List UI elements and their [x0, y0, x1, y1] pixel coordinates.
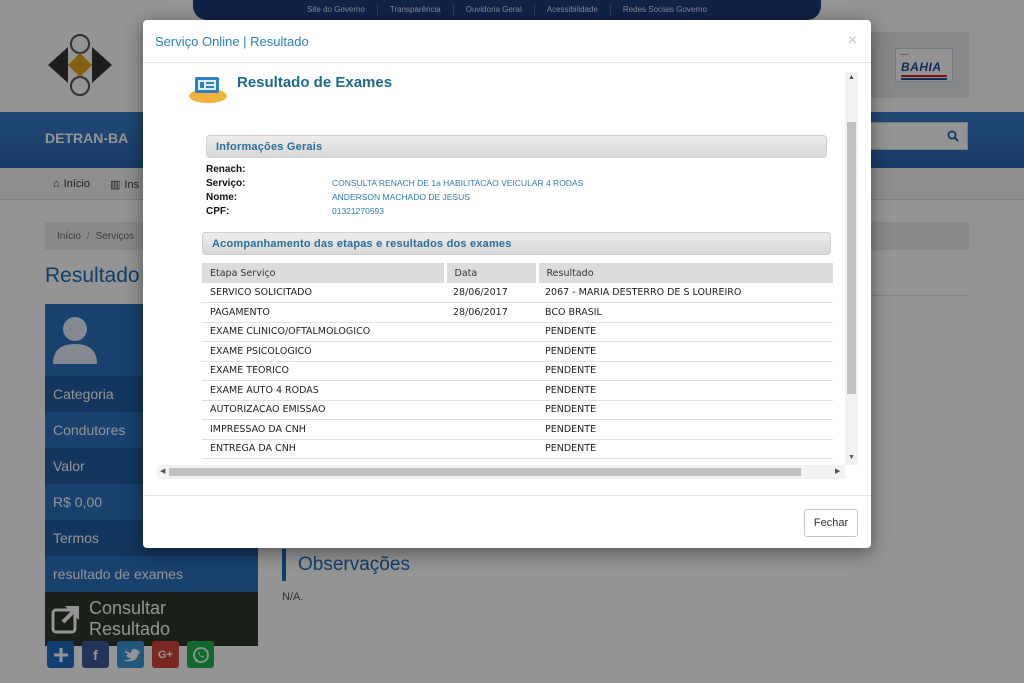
- modal-title: Serviço Online | Resultado: [155, 34, 309, 49]
- date-cell: 28/06/2017: [445, 283, 537, 303]
- table-row: [202, 400, 833, 420]
- modal-header: [143, 20, 871, 63]
- renach-label: Renach:: [206, 164, 246, 175]
- column-header-step: Etapa Serviço: [202, 263, 445, 283]
- google-plus-icon[interactable]: G+: [152, 641, 179, 668]
- site-brand[interactable]: DETRAN-BA: [45, 130, 129, 146]
- bahia-logo-mark: ▪▪▪▪▪: [900, 52, 909, 58]
- close-button[interactable]: Fechar: [804, 509, 858, 537]
- step-cell: EXAME CLINICO/OFTALMOLOGICO: [202, 322, 445, 342]
- modal-body: [157, 72, 859, 480]
- result-cell: PENDENTE: [537, 322, 833, 342]
- step-cell: EXAME AUTO 4 RODAS: [202, 381, 445, 401]
- step-cell: AUTORIZACAO EMISSAO: [202, 400, 445, 420]
- date-cell: [445, 342, 537, 362]
- step-cell: PAGAMENTO: [202, 303, 445, 323]
- gov-link-transparencia[interactable]: Transparência: [378, 4, 454, 16]
- modal-footer: [143, 495, 871, 548]
- scroll-up-arrow-icon[interactable]: ▲: [848, 74, 855, 81]
- exam-result-icon: [188, 74, 228, 104]
- gov-link-ouvidoria[interactable]: Ouvidoria Geral: [454, 4, 535, 16]
- horizontal-scroll-thumb[interactable]: [169, 468, 801, 476]
- result-modal: [143, 20, 871, 548]
- column-header-date: Data: [445, 263, 537, 283]
- category-label: Categoria: [45, 376, 258, 412]
- date-cell: 28/06/2017: [445, 303, 537, 323]
- results-title: Resultado de Exames: [237, 74, 393, 91]
- table-row: [202, 322, 833, 342]
- terms-value: resultado de exames: [45, 556, 258, 592]
- breadcrumb-separator: /: [86, 231, 90, 242]
- cpf-value: 01321270593: [332, 206, 385, 216]
- step-cell: SERVICO SOLICITADO: [202, 283, 445, 303]
- gov-link-acessibilidade[interactable]: Acessibilidade: [535, 4, 611, 16]
- facebook-icon[interactable]: f: [82, 641, 109, 668]
- general-info-heading: Informações Gerais: [206, 135, 827, 158]
- name-row: [206, 192, 470, 203]
- cpf-row: [206, 206, 384, 217]
- close-icon[interactable]: ×: [847, 32, 857, 49]
- gov-link-site[interactable]: Site do Governo: [295, 4, 378, 16]
- building-icon: ▥: [110, 179, 121, 191]
- observations-heading: Observações: [282, 549, 410, 581]
- result-cell: PENDENTE: [537, 361, 833, 381]
- table-row: [202, 361, 833, 381]
- tracking-heading: Acompanhamento das etapas e resultados dos exames: [202, 232, 831, 255]
- result-cell: 2067 - MARIA DESTERRO DE S LOUREIRO: [537, 283, 833, 303]
- date-cell: [445, 439, 537, 459]
- result-cell: PENDENTE: [537, 439, 833, 459]
- step-cell: ENTREGA DA CNH: [202, 439, 445, 459]
- value-value: R$ 0,00: [45, 484, 258, 520]
- table-row: [202, 303, 833, 323]
- date-cell: [445, 420, 537, 440]
- page-title: Resultado: [45, 264, 140, 287]
- menu-item-label: Início: [63, 178, 90, 190]
- service-value: CONSULTA RENACH DE 1a HABILITACAO VEICULAR 4 RODAS: [332, 178, 584, 188]
- vertical-scroll-thumb[interactable]: [847, 122, 856, 394]
- cpf-label: CPF:: [206, 206, 230, 217]
- table-row: [202, 381, 833, 401]
- result-cell: PENDENTE: [537, 381, 833, 401]
- result-frame: [157, 72, 858, 479]
- scroll-left-arrow-icon[interactable]: ◀: [160, 468, 166, 475]
- column-header-result: Resultado: [537, 263, 833, 283]
- date-cell: [445, 322, 537, 342]
- horizontal-scrollbar[interactable]: [157, 465, 845, 479]
- table-row: [202, 439, 833, 459]
- result-cell: PENDENTE: [537, 420, 833, 440]
- name-label: Nome:: [206, 192, 238, 203]
- table-row: [202, 283, 833, 303]
- exam-steps-table: [202, 263, 833, 459]
- step-cell: EXAME PSICOLOGICO: [202, 342, 445, 362]
- result-cell: PENDENTE: [537, 400, 833, 420]
- result-cell: BCO BRASIL: [537, 303, 833, 323]
- gov-link-redes-sociais[interactable]: Redes Sociais Governo: [622, 5, 707, 14]
- service-label: Serviço:: [206, 178, 246, 189]
- vertical-scrollbar[interactable]: [845, 72, 858, 465]
- table-row: [202, 420, 833, 440]
- scroll-right-arrow-icon[interactable]: ▶: [835, 468, 841, 475]
- breadcrumb-item-inicio[interactable]: Início: [57, 231, 81, 242]
- date-cell: [445, 361, 537, 381]
- observations-value: N/A.: [282, 591, 304, 603]
- consult-result-label: Consultar Resultado: [88, 598, 171, 639]
- scroll-down-arrow-icon[interactable]: ▼: [848, 454, 855, 461]
- result-cell: PENDENTE: [537, 342, 833, 362]
- step-cell: EXAME TEORICO: [202, 361, 445, 381]
- date-cell: [445, 381, 537, 401]
- breadcrumb-item-servicos[interactable]: Serviços: [95, 231, 135, 242]
- name-value: ANDERSON MACHADO DE JESUS: [332, 192, 470, 202]
- renach-row: [206, 164, 332, 175]
- table-header-row: [202, 263, 833, 283]
- terms-label: Termos: [45, 520, 258, 556]
- step-cell: IMPRESSAO DA CNH: [202, 420, 445, 440]
- home-icon: ⌂: [53, 178, 60, 190]
- menu-item-label: Ins: [124, 178, 140, 191]
- value-label: Valor: [45, 448, 258, 484]
- date-cell: [445, 400, 537, 420]
- table-row: [202, 342, 833, 362]
- category-value: Condutores: [45, 412, 258, 448]
- bahia-logo-text: BAHIA: [901, 60, 942, 74]
- service-row: [206, 178, 583, 189]
